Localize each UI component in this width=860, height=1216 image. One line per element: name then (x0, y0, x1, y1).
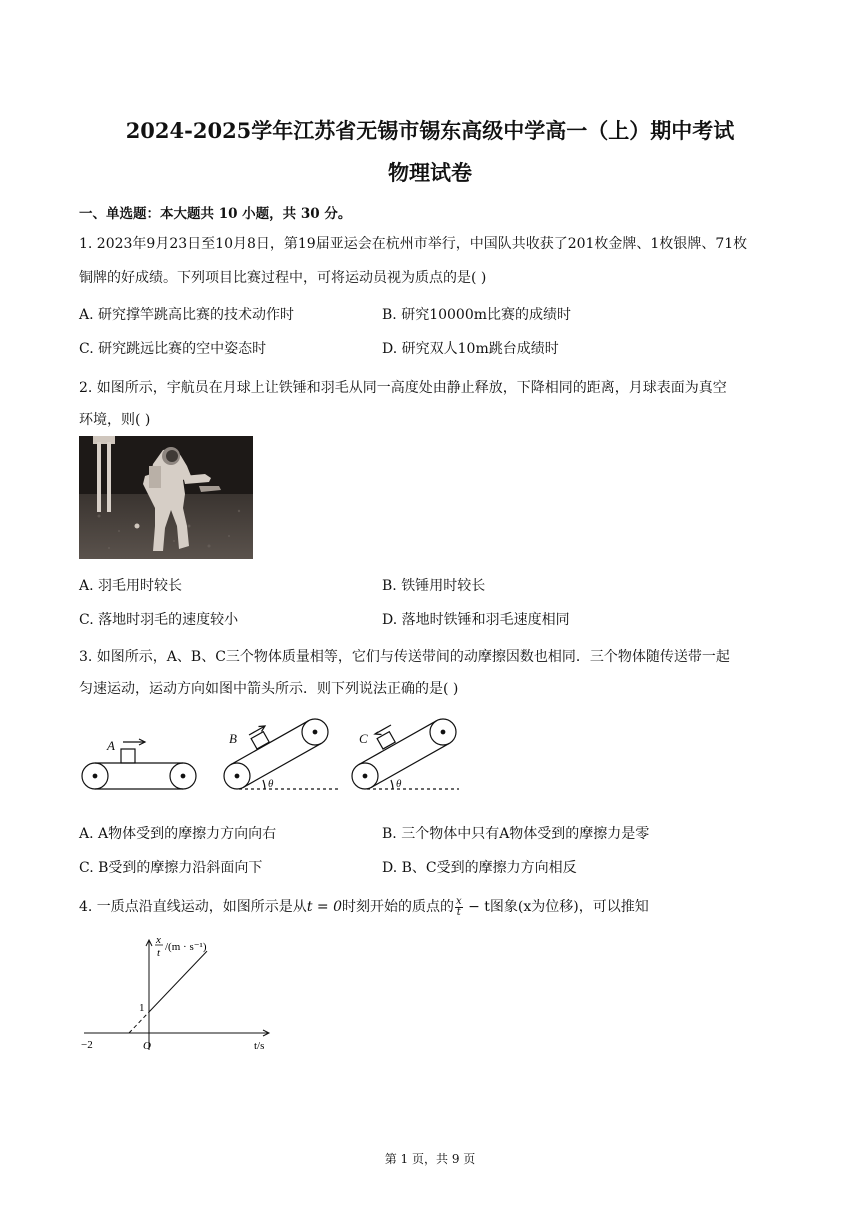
question-2-option-d: D. 落地时铁锤和羽毛速度相同 (382, 612, 570, 628)
page-footer: 第 1 页，共 9 页 (384, 1152, 476, 1166)
question-4-t0: t = 0 (306, 899, 342, 915)
belt-c (352, 719, 456, 789)
question-3-stem-line2: 匀速运动，运动方向如图中箭头所示．则下列说法正确的是( ) (79, 681, 459, 697)
page-subtitle: 物理试卷 (388, 160, 472, 185)
section-heading: 一、单选题：本大题共 10 小题，共 30 分。 (79, 206, 352, 222)
question-4-stem-pre: 4. 一质点沿直线运动，如图所示是从 (79, 899, 307, 915)
question-2-stem-line1: 2. 如图所示，宇航员在月球上让铁锤和羽毛从同一高度处由静止释放，下降相同的距离，月球表面为真空 (79, 380, 727, 396)
y-label-denominator: t (157, 947, 161, 959)
x-intercept-label: −2 (81, 1039, 93, 1051)
question-3-option-c: C. B受到的摩擦力沿斜面向下 (79, 860, 263, 876)
question-1-option-b: B. 研究10000m比赛的成绩时 (382, 307, 571, 323)
conveyor-belt-figure (79, 712, 469, 798)
y-label-numerator: x (156, 934, 161, 946)
fraction-denominator: t (456, 906, 461, 918)
question-1-stem-line2: 铜牌的好成绩。下列项目比赛过程中，可将运动员视为质点的是( ) (79, 270, 487, 286)
question-4-stem-post: − t图象(x为位移)，可以推知 (463, 899, 649, 915)
question-3-option-d: D. B、C受到的摩擦力方向相反 (382, 860, 577, 876)
x-axis-label: t/s (254, 1040, 265, 1052)
graph-line (149, 951, 207, 1012)
question-1-option-d: D. 研究双人10m跳台成绩时 (382, 341, 559, 357)
question-2-stem-line2: 环境，则( ) (79, 412, 151, 428)
label-a: A (107, 738, 115, 753)
question-1-stem-line1: 1. 2023年9月23日至10月8日，第19届亚运会在杭州市举行，中国队共收获了201枚金牌、1枚银牌、71枚 (79, 236, 748, 252)
question-2-option-a: A. 羽毛用时较长 (79, 578, 183, 594)
label-b: B (229, 731, 237, 746)
question-3-stem-line1: 3. 如图所示，A、B、C三个物体质量相等，它们与传送带间的动摩擦因数也相同．三个物体随传送带一起 (79, 649, 730, 665)
fraction-numerator: x (455, 895, 462, 907)
xt-t-graph (79, 930, 289, 1060)
page-title: 2024-2025学年江苏省无锡市锡东高级中学高一（上）期中考试 (125, 118, 735, 143)
question-1-option-a: A. 研究撑竿跳高比赛的技术动作时 (79, 307, 295, 323)
question-2-option-b: B. 铁锤用时较长 (382, 578, 486, 594)
question-4-fraction (455, 897, 463, 918)
belt-b (224, 719, 328, 789)
belt-a (82, 739, 196, 789)
question-2-option-c: C. 落地时羽毛的速度较小 (79, 612, 239, 628)
question-3-option-a: A. A物体受到的摩擦力方向向右 (79, 826, 277, 842)
xt-t-graph-svg (79, 930, 289, 1060)
question-4-stem-mid: 时刻开始的质点的 (341, 899, 454, 915)
question-3-option-b: B. 三个物体中只有A物体受到的摩擦力是零 (382, 826, 650, 842)
astronaut-photo (79, 436, 253, 559)
origin-label: O (143, 1040, 151, 1052)
question-1-option-c: C. 研究跳远比赛的空中姿态时 (79, 341, 267, 357)
y-unit-label: /(m · s⁻¹) (165, 941, 207, 953)
graph-line-extension (129, 1012, 149, 1033)
y-intercept-label: 1 (139, 1002, 145, 1014)
theta-b: θ (268, 778, 274, 790)
label-c: C (359, 731, 368, 746)
theta-c: θ (396, 778, 402, 790)
question-4-stem (79, 896, 649, 918)
